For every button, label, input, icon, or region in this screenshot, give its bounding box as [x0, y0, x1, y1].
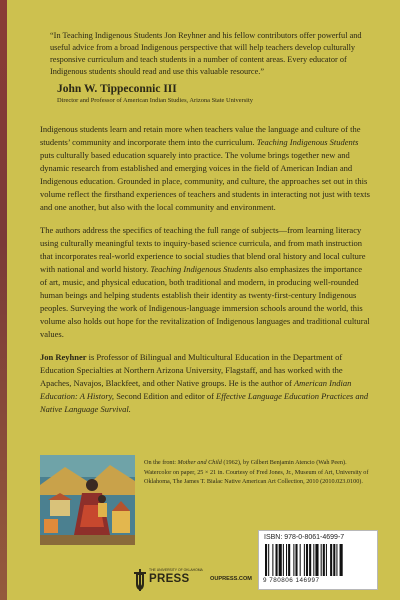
mother-and-child-painting — [40, 455, 135, 545]
barcode-icon — [263, 544, 373, 576]
description-text: puts culturally based education squarely into practice. The volume brings together new and dynamic research from established and emerging voices in the field of American Indian and Indigenous education. Grounded in place, community, and culture, the approaches set out in this volume reflect the firsthand experiences of teachers and students in interacting not just with texts and one another, but also with the local community and environment. — [40, 150, 370, 212]
description-paragraph-1 — [40, 123, 370, 214]
credit-prefix: On the front: — [144, 459, 176, 466]
publisher-url: OUPRESS.COM — [210, 576, 252, 582]
back-cover-text — [40, 0, 370, 416]
description-text: The authors address the specifics of teaching the full range of subjects—from learning literacy using culturally meaningful texts to inquiry-based science curricula, and from math instruction that incorporates real-world experience to social studies that blend oral history and local culture with national and world history. — [40, 225, 366, 274]
cover-art-credit — [144, 458, 374, 487]
back-cover-footer — [40, 455, 375, 600]
endorser-title: Director and Professor of American Indian Studies, Arizona State University — [57, 97, 253, 104]
author-name: Jon Reyhner — [40, 352, 87, 362]
description-text: Indigenous students learn and retain more when teachers value the language and culture of the students’ community and incorporate them into the curriculum. — [40, 124, 361, 147]
author-book-title: American Indian Education: A History, — [40, 378, 352, 401]
endorser-name: John W. Tippeconnic III — [57, 83, 177, 95]
description-text: also emphasizes the importance of art, music, and physical education, both traditional and modern, in producing well-rounded human beings and helping students establish their identity as twenty-first-century Indigenous peoples. Surveying the work of Indigenous-language immersion schools around the world, this volume also holds out hope for the revitalization of Indigenous languages and traditional cultural values. — [40, 264, 370, 339]
publisher-university: THE UNIVERSITY OF OKLAHOMA — [149, 568, 203, 572]
author-bio-text: Second Edition and editor of — [116, 391, 214, 401]
isbn-number: ISBN: 978-0-8061-4699-7 — [264, 534, 345, 541]
credit-text: (1962), by Gilbert Benjamin Atencio (Wah Peen). Watercolor on paper, 25 × 21 in. Courtesy of Fred Jones, Jr., Museum of Art, University of Oklahoma, The James T. Bialac Native American Art Collection, 2010 (2010.023.0100). — [144, 459, 369, 485]
left-spine-stripe — [0, 0, 7, 600]
quote-text: “In Teaching Indigenous Students Jon Reyhner and his fellow contributors offer powerful and useful advice from a broad Indigenous perspective that will help teachers develop culturally responsive curriculum and teach students in a number of content areas. Every educator of Indigenous students should read and use this valuable resource.” — [50, 31, 362, 76]
barcode-digits: 9 780806 146997 — [263, 577, 320, 584]
publisher-press-name: PRESS — [149, 573, 190, 585]
book-title-italic: Teaching Indigenous Students — [150, 264, 253, 274]
ou-logo-icon — [132, 568, 148, 592]
artwork-title: Mother and Child — [177, 459, 222, 466]
endorsement-quote — [40, 30, 370, 78]
endorsement-attribution — [40, 82, 370, 106]
description-paragraph-2 — [40, 224, 370, 341]
book-title-italic: Teaching Indigenous Students — [256, 137, 359, 147]
author-bio — [40, 351, 370, 416]
isbn-barcode — [258, 530, 378, 590]
publisher-logo — [132, 567, 252, 595]
author-bio-text: is Professor of Bilingual and Multicultural Education in the Department of Education Specialties at Northern Arizona University, Flagstaff, and has worked with the Apaches, Navajos, Blackfeet, and other Native groups. He is the author of — [40, 352, 343, 388]
author-book-title: Effective Language Education Practices and Native Language Survival. — [40, 391, 369, 414]
cover-artwork-thumbnail — [40, 455, 135, 545]
